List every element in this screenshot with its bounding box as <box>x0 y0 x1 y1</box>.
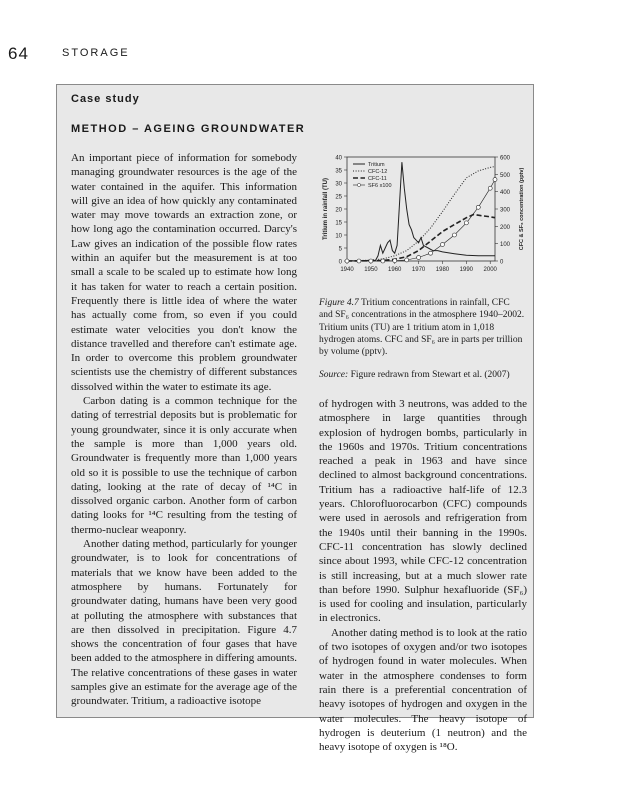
sf6-data-point <box>464 221 468 225</box>
sf6-data-point <box>440 243 444 247</box>
legend-entry: CFC-11 <box>368 176 387 182</box>
sf6-data-point <box>493 178 497 182</box>
figure-caption <box>319 297 525 358</box>
case-study-title: METHOD – AGEING GROUNDWATER <box>71 123 306 135</box>
y2-tick-label: 600 <box>500 155 511 162</box>
caption-text: Tritium concentrations in rainfall, CFC and SF₆ concentrations in the atmosphere 1940–2002. Tritium units (TU) are 1 tritium atom in 1,018 hydrogen atoms. CFC and SF₆ are in parts per trillion by volume (pptv). <box>319 298 525 358</box>
paragraph: An important piece of information for somebody managing groundwater resources is the age of the water contained in the aquifer. This information will give an idea of how quickly any contaminated water may move towards an extraction zone, or how long ago the contamination occurred. Darcy's Law gives an indication of the possible flow rates within an aquifer but the measurement is at too small a scale to be scaled up to estimate how long it has taken for water to reach a certain position. Frequently there is little idea of where the water has actually come from, so even if you could estimate water velocities you don't know the distance travelled and therefore can't estimate age. In order to overcome this problem groundwater scientists use the chemistry of different substances dissolved within the water to estimate its age. <box>71 152 297 393</box>
y2-tick-label: 500 <box>500 172 511 179</box>
y2-tick-label: 100 <box>500 242 511 249</box>
sf6-data-point <box>345 259 349 263</box>
paragraph: Another dating method is to look at the ratio of two isotopes of oxygen and/or two isotopes of hydrogen found in water molecules. When water in the atmosphere condenses to form rain there is a preferential concentration of heavy isotopes of hydrogen and oxygen in the water molecules. The heavy isotope of hydrogen is deuterium (1 neutron) and the heavy isotope of oxygen is ¹⁸O. <box>319 626 527 754</box>
case-study-box <box>56 84 534 754</box>
y2-tick-label: 400 <box>500 190 511 197</box>
paragraph: of hydrogen with 3 neutrons, was added to the atmosphere in large quantities through explosion of hydrogen bombs, particularly in the 1960s and 1970s. Tritium concentrations reached a peak in 1963 and have since declined to almost background concentrations. Tritium has a radioactive half-life of 12.3 years. Chlorofluorocarbon (CFC) compounds were used in aerosols and refrigeration from the 1940s until their banning in the 1990s. CFC-11 concentration has slowly declined since about 1993, while CFC-12 concentration is still increasing, but at a much slower rate than before 1990. Sulphur hexafluoride (SF₆) is used for cooling and insulation, particularly in electronics. <box>319 398 527 625</box>
y2-axis-label: CFC & SF₆ concentration (pptv) <box>519 167 525 251</box>
x-tick-label: 1960 <box>388 267 402 273</box>
paragraph: Carbon dating is a common technique for the dating of terrestrial deposits but is problematic for young groundwater, since it is only accurate when the sample is more than 1,000 years old. Groundwater is frequently more than 1,000 years old so it is possible to use the technique of carbon dating, looking at the rate of decay of ¹⁴C in dissolved organic carbon. Another form of carbon dating looks for ¹⁴C resulting from the testing of thermo-nuclear weaponry. <box>71 395 297 536</box>
page-number: 64 <box>8 44 29 63</box>
running-head: STORAGE <box>62 47 130 59</box>
x-tick-label: 1940 <box>340 267 354 273</box>
legend-entry: SF6 x100 <box>368 183 392 189</box>
y-axis-label: Tritium in rainfall (TU) <box>323 177 329 241</box>
y-tick-label: 5 <box>338 246 342 253</box>
legend-entry: Tritium <box>368 162 385 168</box>
sf6-data-point <box>405 258 409 262</box>
x-tick-label: 1990 <box>459 267 474 273</box>
right-column <box>319 397 527 754</box>
x-tick-label: 1970 <box>411 267 426 273</box>
y-tick-label: 10 <box>335 233 342 240</box>
y2-tick-label: 200 <box>500 224 511 231</box>
y2-tick-label: 300 <box>500 207 511 214</box>
y-tick-label: 35 <box>335 168 342 175</box>
y-tick-label: 30 <box>335 181 342 188</box>
sf6-data-point <box>429 251 433 255</box>
sf6-data-point <box>393 259 397 263</box>
y-tick-label: 15 <box>335 220 342 227</box>
caption-label: Figure 4.7 <box>319 298 359 308</box>
left-column <box>71 151 297 709</box>
legend-entry: CFC-12 <box>368 169 388 175</box>
case-study-label: Case study <box>71 93 140 105</box>
sf6-data-point <box>381 259 385 263</box>
sf6-data-point <box>452 233 456 237</box>
paragraph: Another dating method, particularly for younger groundwater, is to look for concentrations of materials that we know have been added to the atmosphere by humans. Fortunately for groundwater dating, humans have been very good at polluting the atmosphere with substances that are then dissolved in precipitation. Figure 4.7 shows the concentration of four gases that have been added to the atmosphere in differing amounts. The relative concentrations of these gases in water samples give an estimate for the average age of the groundwater. Tritium, a radioactive isotope <box>71 538 297 708</box>
y2-tick-label: 0 <box>500 259 504 266</box>
sf6-data-point <box>369 259 373 263</box>
chart-svg <box>315 149 529 289</box>
x-tick-label: 1950 <box>364 267 378 273</box>
legend-swatch-marker <box>357 183 360 186</box>
x-tick-label: 1980 <box>435 267 450 273</box>
y-tick-label: 40 <box>335 155 342 162</box>
y-tick-label: 25 <box>335 194 342 201</box>
figure-source <box>319 369 525 381</box>
y-tick-label: 20 <box>335 207 342 214</box>
figure-4-7-chart <box>315 149 529 289</box>
sf6-data-point <box>417 256 421 260</box>
source-label: Source: <box>319 370 349 380</box>
sf6-data-point <box>488 186 492 190</box>
sf6-data-point <box>476 205 480 209</box>
x-tick-label: 2000 <box>483 267 497 273</box>
sf6-data-point <box>357 259 361 263</box>
source-text: Figure redrawn from Stewart et al. (2007) <box>350 370 510 380</box>
y-tick-label: 0 <box>338 259 342 266</box>
